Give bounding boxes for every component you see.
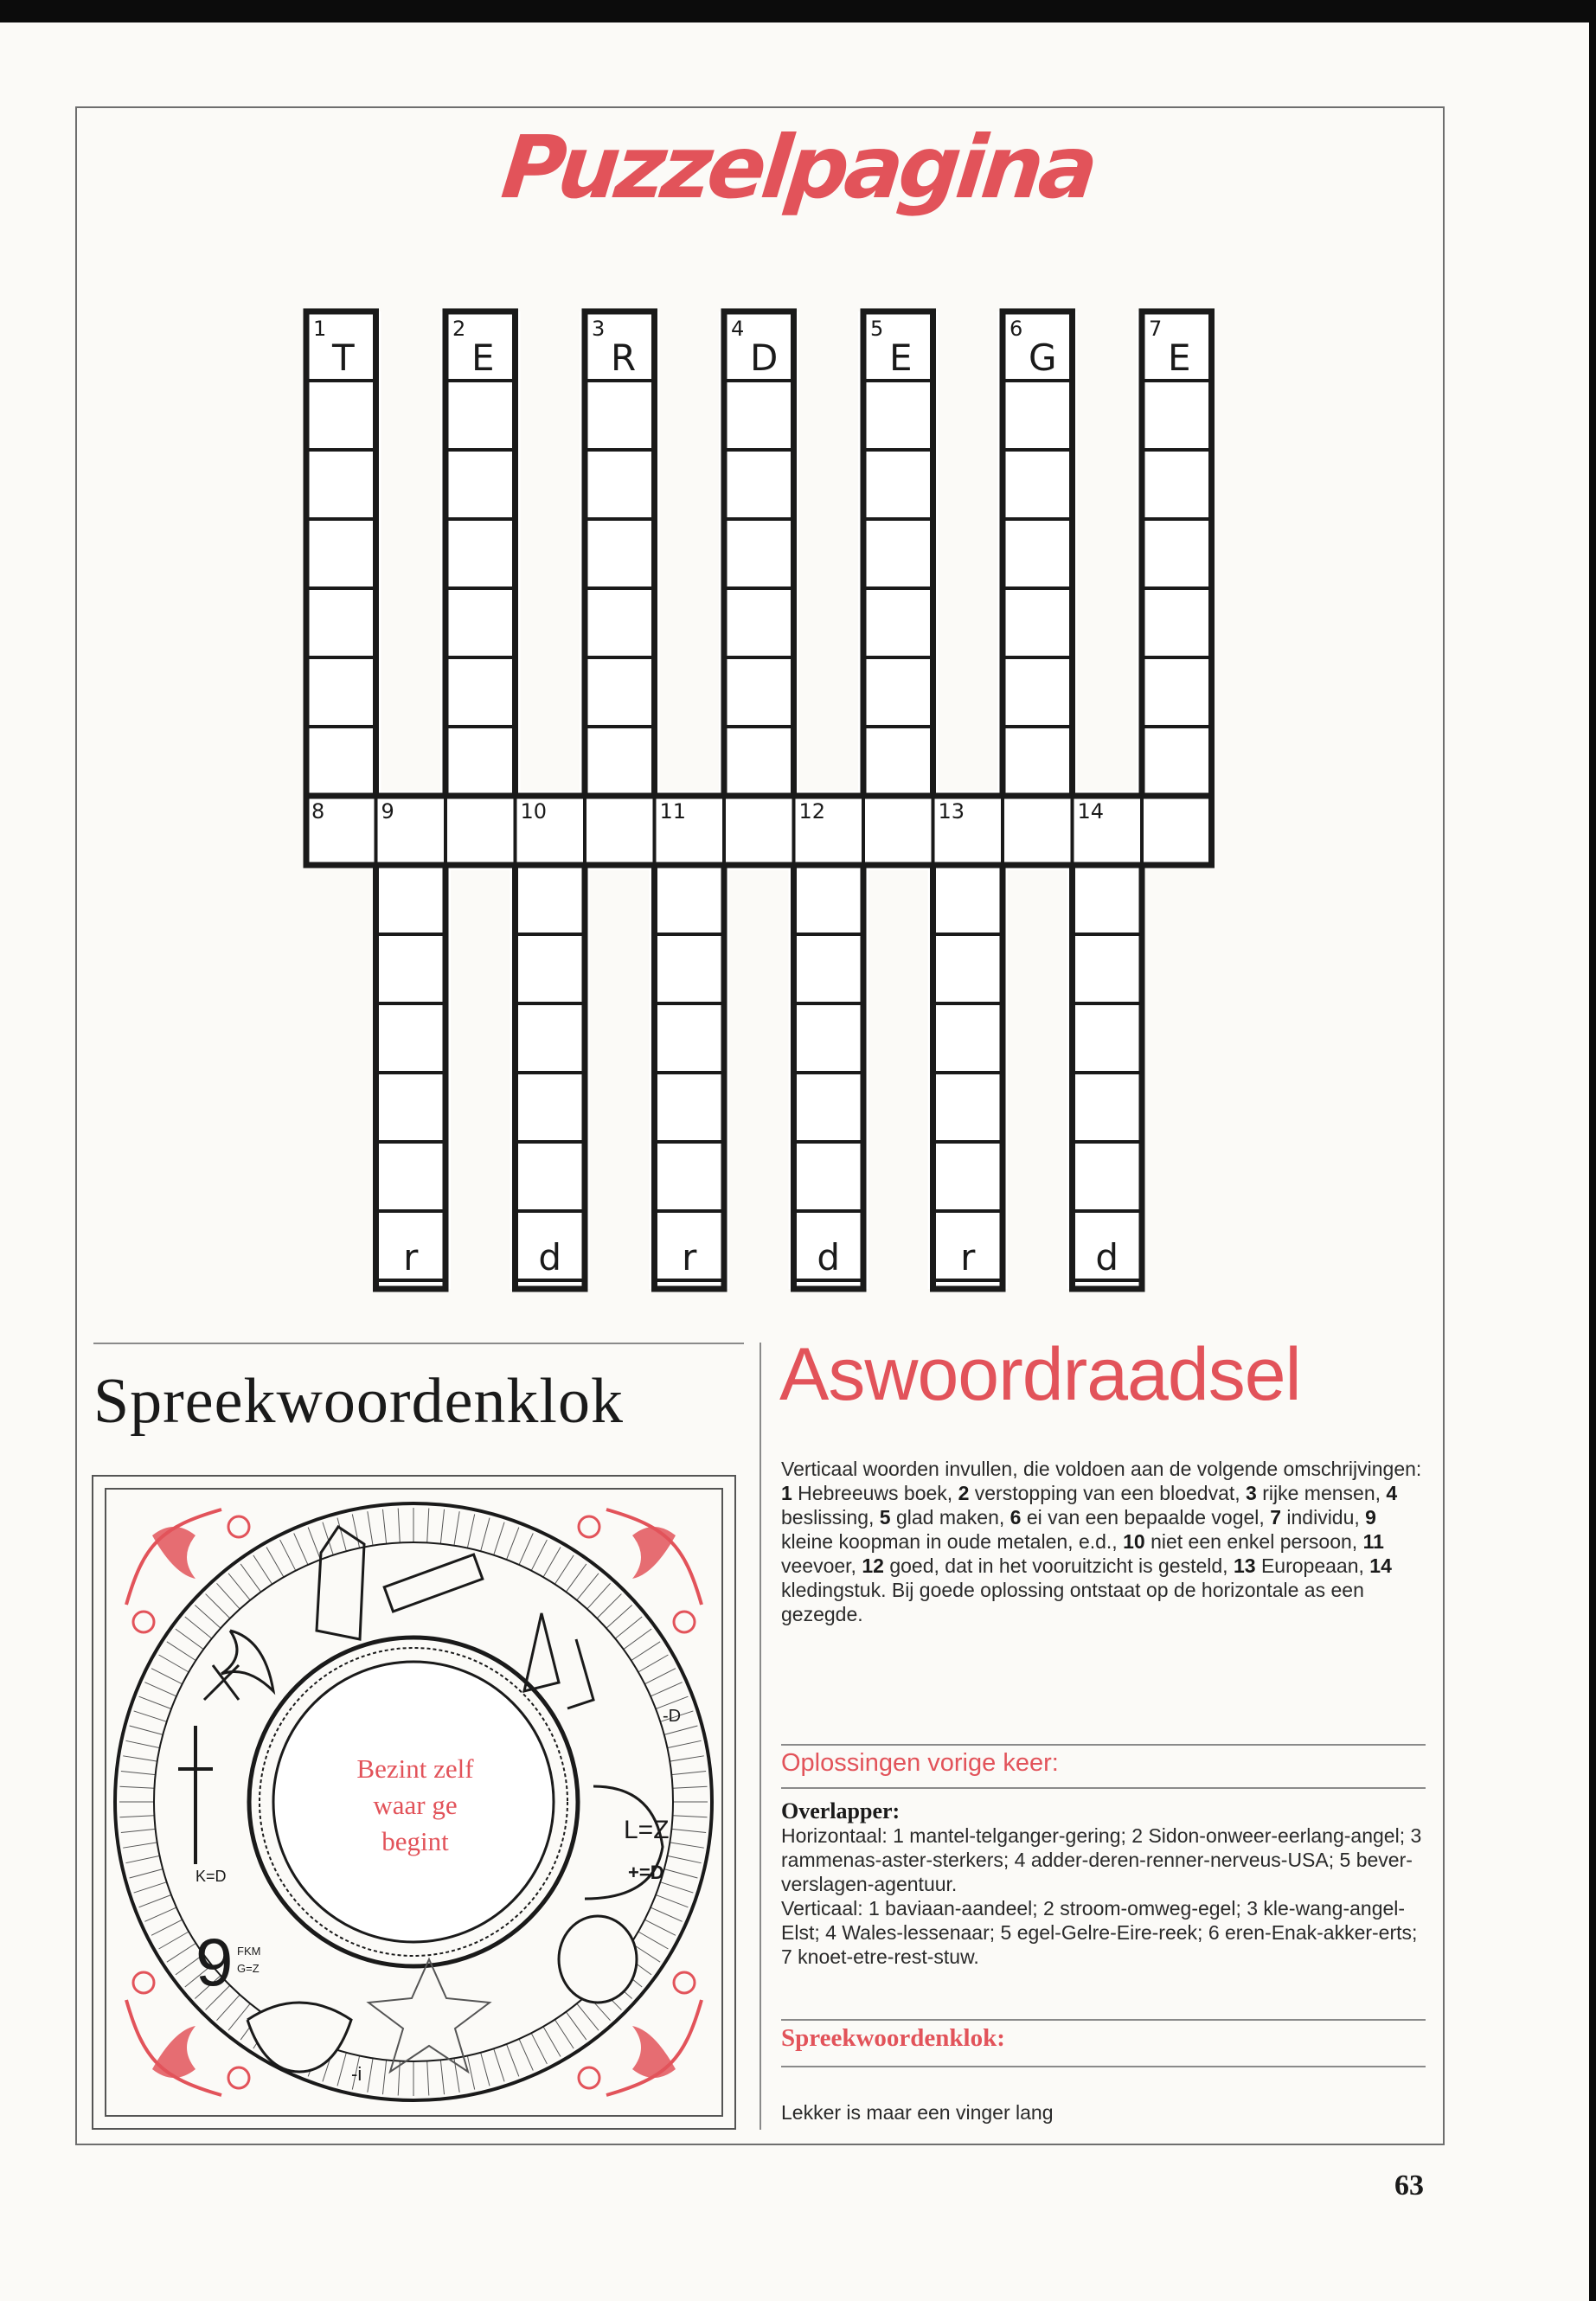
corner-ornament-curl xyxy=(674,1612,695,1632)
rebus-label: L=Z xyxy=(624,1816,670,1844)
clock-solution-heading: Spreekwoordenklok: xyxy=(781,2024,1005,2052)
rebus-label: G=Z xyxy=(237,1962,260,1975)
clue-number-label: 3 xyxy=(592,317,606,341)
clock-title: Spreekwoordenklok xyxy=(93,1366,624,1437)
corner-ornament-leaf xyxy=(632,1527,676,1579)
clue-outro: Bij goede oplossing ontstaat op de horizontale as een gezegde. xyxy=(781,1579,1364,1625)
grid-gap xyxy=(451,870,510,1289)
clue-number: 7 xyxy=(1264,1506,1281,1529)
given-letter: E xyxy=(1168,336,1191,379)
clue-number: 9 xyxy=(1359,1506,1376,1529)
solutions-horizontal: Horizontaal: 1 mantel-telganger-gering; 2 Sidon-onweer-eerlang-angel; 3 rammenas-aster-sterkers; 4 adder-deren-renner-nerveus-USA; 5 bever-verslagen-agentuur. xyxy=(781,1824,1422,1895)
given-letter: d xyxy=(817,1236,841,1279)
corner-ornament-curl xyxy=(674,1972,695,1993)
left-top-rule xyxy=(93,1343,744,1344)
corner-ornament-curl xyxy=(579,1516,599,1537)
rebus-label: -D xyxy=(663,1707,682,1726)
clue-number: 13 xyxy=(1227,1554,1256,1577)
given-letter: D xyxy=(750,336,779,379)
clue-number: 6 xyxy=(1004,1506,1022,1529)
clue-number-label: 2 xyxy=(452,317,466,341)
solutions-bottom-rule xyxy=(781,1787,1426,1789)
clue-number: 14 xyxy=(1363,1554,1392,1577)
corner-ornament-curl xyxy=(133,1612,154,1632)
clue-number-label: 14 xyxy=(1077,799,1105,824)
corner-ornament-leaf xyxy=(152,1527,195,1579)
corner-ornament-leaf xyxy=(152,2026,195,2078)
corner-ornament-leaf xyxy=(632,2026,676,2078)
clue-number: 3 xyxy=(1240,1482,1257,1504)
rebus-label: FKM xyxy=(237,1945,261,1958)
corner-ornament-curl xyxy=(228,2067,249,2088)
clue-number-label: 6 xyxy=(1010,317,1023,341)
clue-text: glad maken, xyxy=(890,1506,1005,1529)
page-title: Puzzelpagina xyxy=(497,117,1099,218)
grid-gap xyxy=(799,311,859,791)
given-letter: r xyxy=(682,1236,697,1279)
aswoord-title: Aswoordraadsel xyxy=(779,1333,1301,1416)
clue-number-label: 11 xyxy=(659,799,687,824)
clock-text-line: begint xyxy=(381,1826,449,1856)
given-letter: R xyxy=(611,336,637,379)
given-letter: d xyxy=(1095,1236,1119,1279)
clue-number: 11 xyxy=(1357,1530,1384,1553)
clue-text: beslissing, xyxy=(781,1506,875,1529)
clue-number-label: 5 xyxy=(870,317,884,341)
clue-text: individu, xyxy=(1281,1506,1360,1529)
grid-gap xyxy=(869,870,928,1289)
corner-ornament-curl xyxy=(228,1516,249,1537)
grid-gap xyxy=(521,311,580,791)
clock-solution-bottom-rule xyxy=(781,2066,1426,2067)
grid-gap xyxy=(1008,870,1067,1289)
clue-text: kleine koopman in oude metalen, e.d., xyxy=(781,1530,1118,1553)
clue-number: 12 xyxy=(856,1554,884,1577)
grid-gap xyxy=(381,311,441,791)
solutions-heading: Oplossingen vorige keer: xyxy=(781,1749,1059,1777)
grid-gap xyxy=(729,870,789,1289)
rebus-label: +=D xyxy=(628,1862,664,1883)
clue-number-label: 13 xyxy=(938,799,965,824)
clue-number-label: 9 xyxy=(381,799,394,824)
clock-text-line: Bezint zelf xyxy=(356,1753,474,1784)
grid-gap xyxy=(1078,311,1138,791)
clue-number-label: 10 xyxy=(520,799,548,824)
solutions-vertical: Verticaal: 1 baviaan-aandeel; 2 stroom-omweg-egel; 3 kle-wang-angel-Elst; 4 Wales-lessenaar; 5 egel-Gelre-Eire-reek; 6 eren-Enak-akker-erts; 7 knoet-etre-rest-stuw. xyxy=(781,1897,1418,1968)
grid-gap xyxy=(939,311,998,791)
clue-number: 1 xyxy=(781,1482,792,1504)
clue-number-label: 7 xyxy=(1149,317,1163,341)
rebus-label: K=D xyxy=(195,1868,227,1885)
clue-number-label: 12 xyxy=(798,799,826,824)
given-letter: r xyxy=(960,1236,976,1279)
garlic-picture xyxy=(559,1916,637,2003)
clue-number: 2 xyxy=(952,1482,970,1504)
solutions-block xyxy=(781,1799,1426,1969)
clue-text: veevoer, xyxy=(781,1554,856,1577)
rebus-label: -i xyxy=(351,2063,362,2085)
clue-number: 5 xyxy=(874,1506,891,1529)
solutions-top-rule xyxy=(781,1744,1426,1746)
clue-text: verstopping van een bloedvat, xyxy=(969,1482,1240,1504)
clue-number-label: 8 xyxy=(311,799,325,824)
column-divider xyxy=(760,1343,761,2130)
grid-gap xyxy=(590,870,650,1289)
corner-ornament-curl xyxy=(579,2067,599,2088)
clue-text: niet een enkel persoon, xyxy=(1144,1530,1358,1553)
clock-center-text xyxy=(294,1751,536,1860)
clue-number: 10 xyxy=(1117,1530,1145,1553)
clue-text: goed, dat in het vooruitzicht is gesteld, xyxy=(883,1554,1228,1577)
clue-number-label: 4 xyxy=(731,317,745,341)
given-letter: d xyxy=(538,1236,562,1279)
grid-gap xyxy=(660,311,720,791)
page-number: 63 xyxy=(1394,2170,1424,2202)
clue-number-label: 1 xyxy=(313,317,327,341)
overlapper-title: Overlapper: xyxy=(781,1798,901,1823)
given-letter: E xyxy=(471,336,495,379)
given-letter: T xyxy=(332,336,355,379)
clock-text-line: waar ge xyxy=(373,1790,458,1820)
given-letter: G xyxy=(1029,336,1057,379)
clue-text: Europeaan, xyxy=(1255,1554,1364,1577)
clue-intro: Verticaal woorden invullen, die voldoen aan de volgende omschrijvingen: xyxy=(781,1458,1422,1480)
clock-solution-top-rule xyxy=(781,2019,1426,2021)
corner-ornament-curl xyxy=(133,1972,154,1993)
given-letter: r xyxy=(403,1236,419,1279)
clue-text: ei van een bepaalde vogel, xyxy=(1021,1506,1265,1529)
clue-text: rijke mensen, xyxy=(1256,1482,1381,1504)
clue-block xyxy=(781,1457,1426,1626)
given-letter: E xyxy=(889,336,913,379)
clock-solution-answer: Lekker is maar een vinger lang xyxy=(781,2101,1054,2124)
rebus-label: 9 xyxy=(195,1924,234,2000)
clue-number: 4 xyxy=(1381,1482,1398,1504)
clue-text: Hebreeuws boek, xyxy=(792,1482,953,1504)
clue-text: kledingstuk. xyxy=(781,1579,887,1601)
